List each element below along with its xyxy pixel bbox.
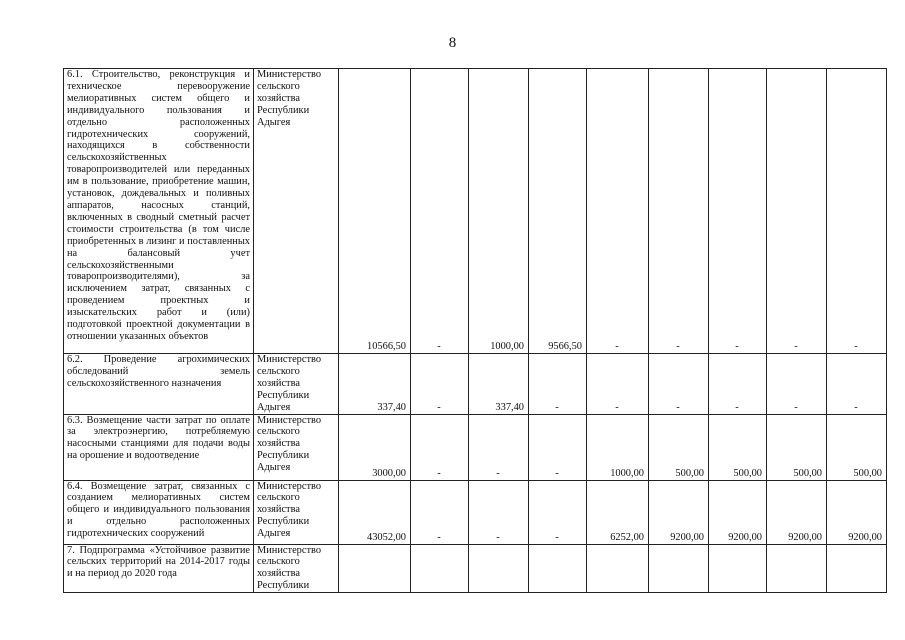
funding-value-cell: -	[411, 354, 469, 415]
funding-value-cell: -	[469, 414, 529, 480]
funding-value-cell: 9200,00	[649, 480, 709, 544]
funding-value-cell: 10566,50	[339, 69, 411, 354]
funding-value-cell	[767, 544, 827, 593]
funding-value-cell: -	[649, 69, 709, 354]
funding-value-cell	[529, 544, 587, 593]
funding-value-cell: 9200,00	[767, 480, 827, 544]
measure-description: 6.3. Возмещение части затрат по оплате за электроэнергию, потребляемую насосными станциями для подачи воды на орошение и водоотведение	[64, 414, 254, 480]
funding-value-cell: 500,00	[827, 414, 887, 480]
funding-value-cell: -	[827, 69, 887, 354]
executor-cell: Министерство сельского хозяйства Республики Адыгея	[254, 414, 339, 480]
measure-description: 6.4. Возмещение затрат, связанных с созданием мелиоративных систем общего и индивидуального пользования и отдельно расположенных гидротехнических сооружений	[64, 480, 254, 544]
funding-value-cell: 337,40	[469, 354, 529, 415]
page-number: 8	[448, 35, 457, 51]
funding-value-cell: -	[709, 354, 767, 415]
funding-value-cell: 1000,00	[469, 69, 529, 354]
table-row	[64, 544, 887, 593]
funding-value-cell: -	[411, 414, 469, 480]
funding-value-cell: -	[411, 480, 469, 544]
funding-value-cell	[411, 544, 469, 593]
measure-description: 6.2. Проведение агрохимических обследований земель сельскохозяйственного назначения	[64, 354, 254, 415]
funding-value-cell: -	[411, 69, 469, 354]
funding-value-cell: 3000,00	[339, 414, 411, 480]
funding-value-cell: 9200,00	[709, 480, 767, 544]
funding-value-cell: -	[587, 354, 649, 415]
funding-value-cell: 9200,00	[827, 480, 887, 544]
funding-value-cell: 9566,50	[529, 69, 587, 354]
table-row	[64, 354, 887, 415]
funding-value-cell: 500,00	[709, 414, 767, 480]
funding-value-cell: 337,40	[339, 354, 411, 415]
funding-value-cell: -	[529, 480, 587, 544]
funding-value-cell	[339, 544, 411, 593]
funding-value-cell	[587, 544, 649, 593]
funding-value-cell: 6252,00	[587, 480, 649, 544]
funding-value-cell: -	[709, 69, 767, 354]
funding-value-cell: -	[649, 354, 709, 415]
executor-cell: Министерство сельского хозяйства Республики Адыгея	[254, 354, 339, 415]
executor-cell: Министерство сельского хозяйства Республики Адыгея	[254, 480, 339, 544]
measure-description: 6.1. Строительство, реконструкция и техническое перевооружение мелиоративных систем общего и индивидуального пользования и отдельно расположенных гидротехнических сооружений, находящихся в собственности сельскохозяйственных товаропроизводителей или переданных им в пользование, приобретение машин, установок, дождевальных и поливных аппаратов, насосных станций, включенных в сводный сметный расчет стоимости строительства (в том числе приобретенных в лизинг и поставленных на балансовый учет сельскохозяйственными товаропроизводителями), за исключением затрат, связанных с проведением проектных и изыскательских работ и (или) подготовкой проектной документации в отношении указанных объектов	[64, 69, 254, 354]
funding-value-cell	[827, 544, 887, 593]
measure-description: 7. Подпрограмма «Устойчивое развитие сельских территорий на 2014-2017 годы и на период до 2020 года	[64, 544, 254, 593]
funding-value-cell: -	[767, 354, 827, 415]
funding-value-cell: 1000,00	[587, 414, 649, 480]
table-row	[64, 414, 887, 480]
funding-value-cell: -	[469, 480, 529, 544]
funding-value-cell: 500,00	[767, 414, 827, 480]
table-row	[64, 480, 887, 544]
funding-value-cell	[649, 544, 709, 593]
funding-value-cell: -	[529, 414, 587, 480]
funding-value-cell	[709, 544, 767, 593]
funding-value-cell: 500,00	[649, 414, 709, 480]
funding-value-cell	[469, 544, 529, 593]
executor-cell: Министерство сельского хозяйства Республики Адыгея	[254, 69, 339, 354]
funding-value-cell: -	[587, 69, 649, 354]
funding-value-cell: -	[827, 354, 887, 415]
funding-value-cell: -	[767, 69, 827, 354]
program-funding-table	[63, 68, 887, 593]
funding-value-cell: -	[529, 354, 587, 415]
executor-cell: Министерство сельского хозяйства Республики	[254, 544, 339, 593]
table-row	[64, 69, 887, 354]
funding-value-cell: 43052,00	[339, 480, 411, 544]
